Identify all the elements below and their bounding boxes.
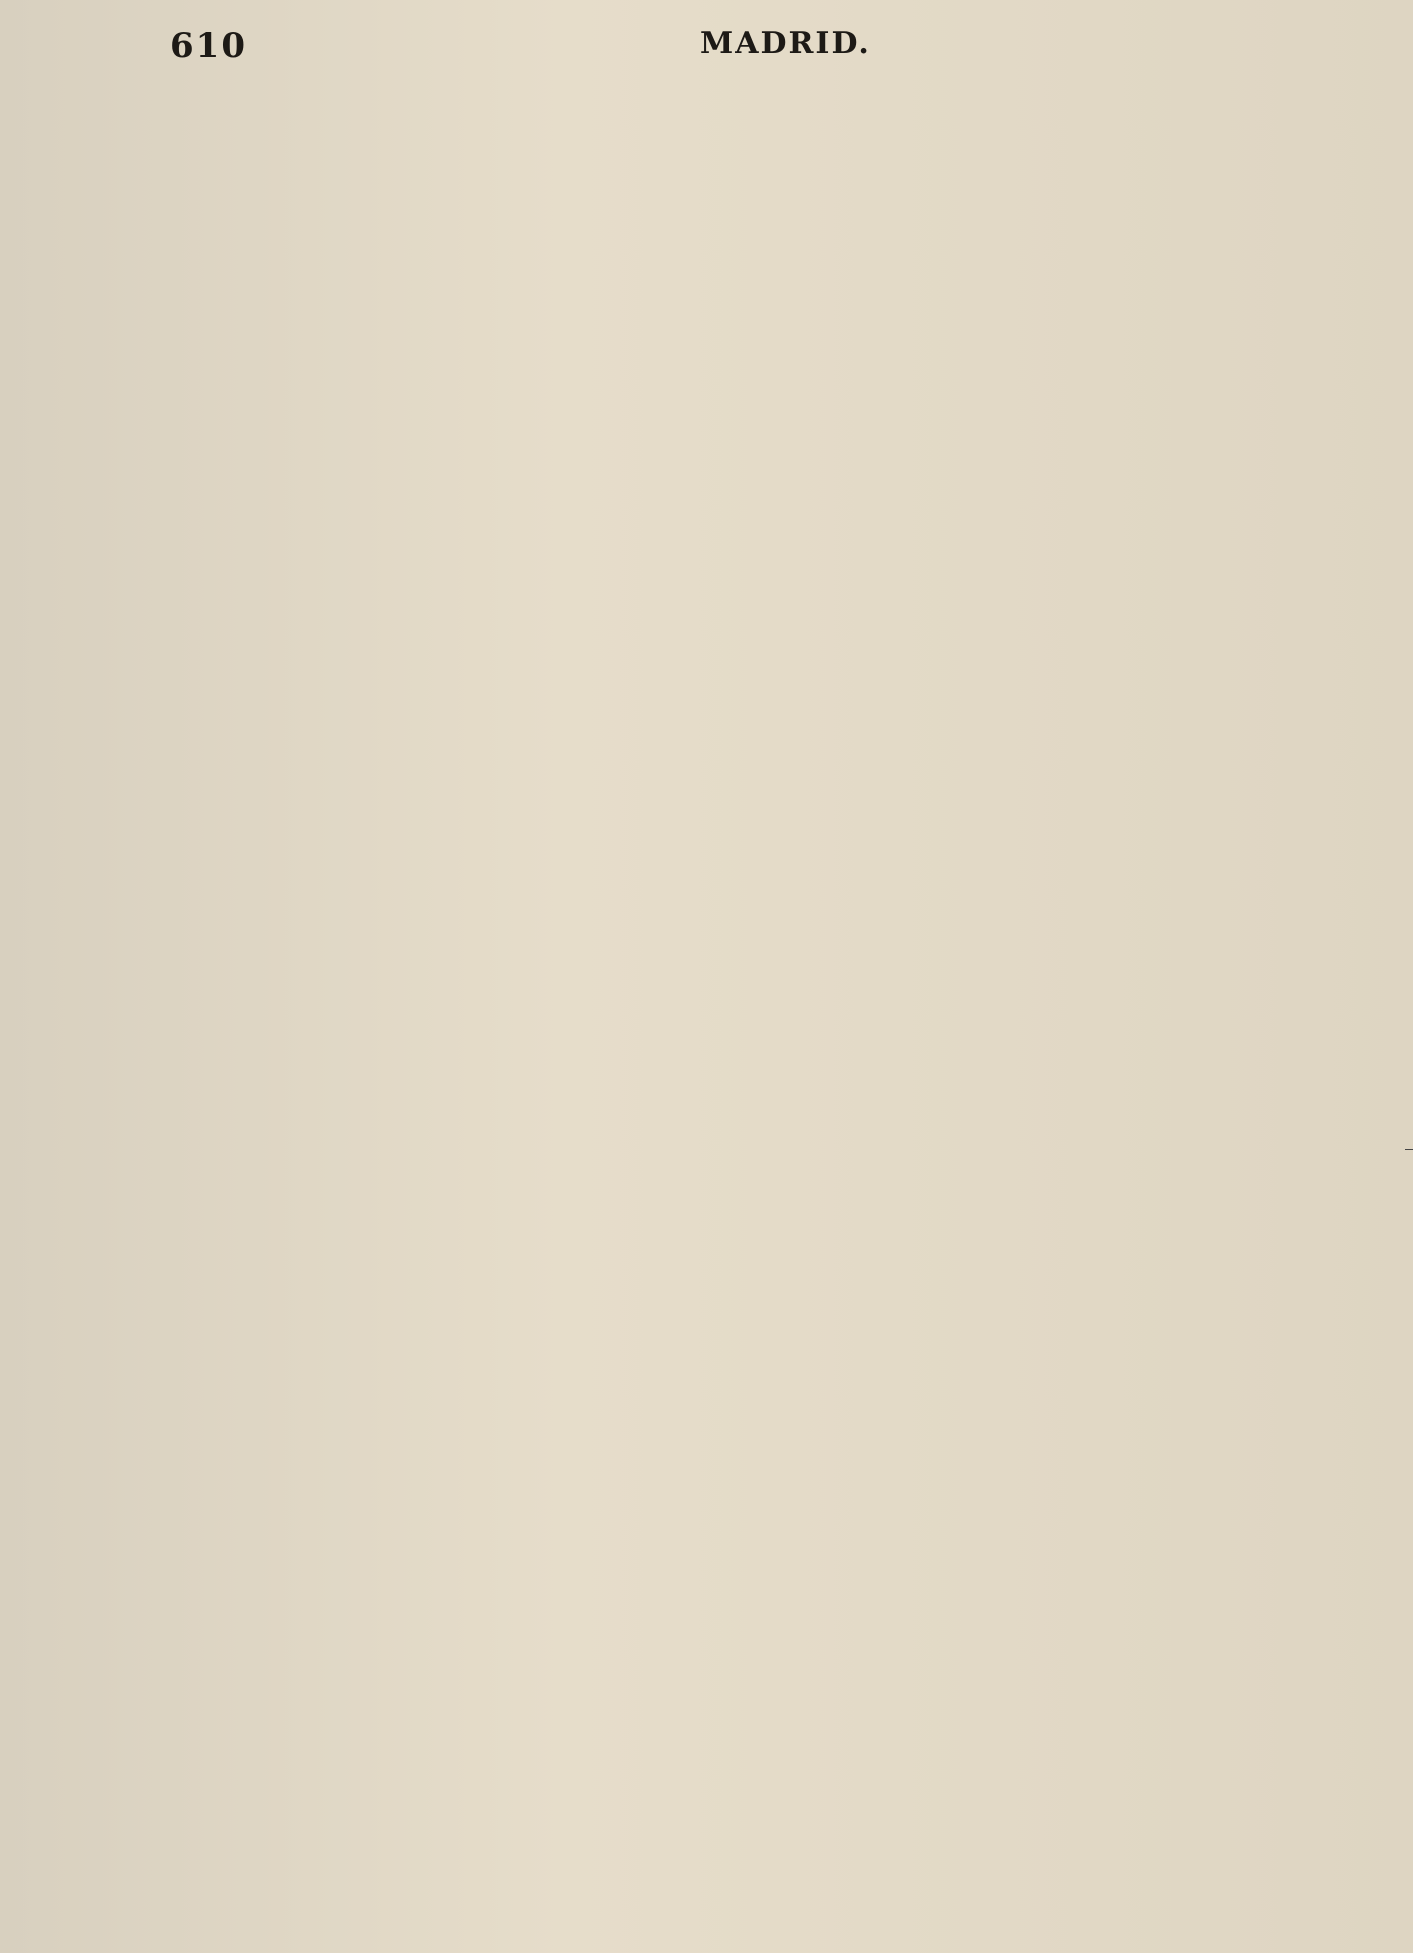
rotated-content: [1405, 70, 1413, 1910]
text-section: [1405, 90, 1413, 1890]
page-number: 610: [170, 26, 247, 66]
column-divider: [1405, 1149, 1413, 1150]
running-title: MADRID.: [700, 26, 871, 61]
